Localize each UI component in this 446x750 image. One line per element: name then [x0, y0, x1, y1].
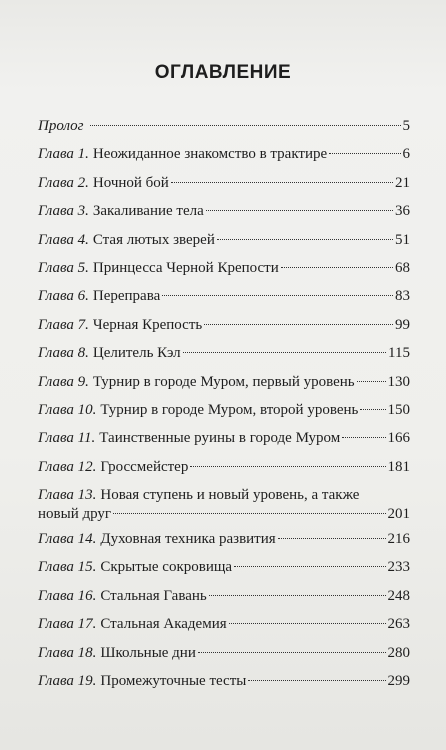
chapter-label: Глава 3. — [38, 203, 89, 220]
chapter-title: Принцесса Черной Крепости — [92, 259, 279, 276]
toc-entry — [38, 616, 410, 644]
table-of-contents — [38, 118, 410, 701]
page-number: 150 — [387, 401, 410, 418]
dot-leader — [190, 466, 385, 467]
chapter-label: Глава 10. — [38, 401, 97, 418]
page-number: 181 — [387, 458, 410, 475]
chapter-label: Глава 14. — [38, 531, 97, 548]
dot-leader — [329, 153, 400, 154]
page-number: 99 — [395, 316, 410, 333]
chapter-label: Глава 2. — [38, 174, 89, 191]
dot-leader — [204, 324, 393, 325]
chapter-label: Пролог — [38, 118, 84, 134]
chapter-label: Глава 5. — [38, 259, 89, 276]
page-number: 115 — [388, 345, 410, 362]
toc-entry — [38, 288, 410, 316]
toc-entry — [38, 232, 410, 260]
dot-leader — [229, 623, 386, 624]
toc-entry — [38, 673, 410, 701]
page-number: 216 — [387, 531, 410, 548]
chapter-label: Глава 1. — [38, 146, 89, 163]
chapter-label: Глава 13. — [38, 487, 97, 504]
chapter-title: Неожиданное знакомство в трактире — [92, 146, 328, 163]
chapter-label: Глава 12. — [38, 458, 97, 475]
dot-leader — [209, 595, 386, 596]
page-number: 36 — [395, 203, 410, 220]
page-number: 5 — [402, 118, 410, 134]
chapter-label: Глава 15. — [38, 559, 97, 576]
toc-entry — [38, 374, 410, 402]
chapter-label: Глава 18. — [38, 644, 97, 661]
toc-entry — [38, 430, 410, 458]
chapter-label: Глава 19. — [38, 673, 97, 690]
page-number: 166 — [387, 430, 410, 447]
toc-entry — [38, 459, 410, 487]
page-number: 233 — [387, 559, 410, 576]
toc-entry — [38, 531, 410, 559]
dot-leader — [90, 125, 401, 126]
page-number: 83 — [395, 288, 410, 305]
chapter-title: Ночной бой — [92, 174, 169, 191]
chapter-title: Турнир в городе Муром, первый уровень — [92, 373, 355, 390]
toc-entry-line — [38, 506, 410, 523]
toc-entry — [38, 146, 410, 174]
toc-entry — [38, 588, 410, 616]
chapter-title: Школьные дни — [100, 644, 196, 661]
dot-leader — [234, 566, 385, 567]
page-number: 51 — [395, 231, 410, 248]
toc-entry — [38, 260, 410, 288]
chapter-title: Новая ступень и новый уровень, а также — [100, 487, 360, 504]
chapter-title: Духовная техника развития — [100, 531, 276, 548]
chapter-title: Стая лютых зверей — [92, 231, 215, 248]
page-number: 6 — [402, 146, 410, 163]
chapter-title-continued: новый друг — [38, 506, 112, 523]
chapter-label: Глава 17. — [38, 616, 97, 633]
page-number: 68 — [395, 259, 410, 276]
chapter-label: Глава 8. — [38, 345, 89, 362]
chapter-title: Черная Крепость — [92, 316, 203, 333]
toc-entry — [38, 203, 410, 231]
chapter-title: Стальная Академия — [100, 616, 227, 633]
chapter-title: Скрытые сокровища — [100, 559, 233, 576]
toc-entry — [38, 487, 410, 531]
dot-leader — [113, 513, 385, 514]
chapter-label: Глава 7. — [38, 316, 89, 333]
dot-leader — [217, 239, 393, 240]
chapter-title: Турнир в городе Муром, второй уровень — [100, 401, 359, 418]
toc-entry — [38, 402, 410, 430]
dot-leader — [162, 295, 393, 296]
page-title: ОГЛАВЛЕНИЕ — [154, 62, 292, 83]
chapter-title: Таинственные руины в городе Муром — [99, 430, 341, 447]
chapter-label: Глава 11. — [38, 430, 96, 447]
dot-leader — [360, 409, 385, 410]
toc-entry — [38, 175, 410, 203]
toc-entry — [38, 118, 410, 146]
dot-leader — [278, 538, 386, 539]
page-number: 280 — [387, 644, 410, 661]
dot-leader — [281, 267, 393, 268]
toc-entry — [38, 345, 410, 373]
chapter-title: Стальная Гавань — [100, 587, 207, 604]
dot-leader — [171, 182, 393, 183]
chapter-title: Промежуточные тесты — [100, 673, 247, 690]
chapter-label: Глава 16. — [38, 587, 97, 604]
chapter-label: Глава 6. — [38, 288, 89, 305]
chapter-title: Переправа — [92, 288, 161, 305]
toc-entry — [38, 317, 410, 345]
page-number: 248 — [387, 587, 410, 604]
page-number: 201 — [387, 506, 410, 523]
dot-leader — [357, 381, 386, 382]
chapter-title: Гроссмейстер — [100, 458, 189, 475]
page-number: 263 — [387, 616, 410, 633]
dot-leader — [206, 210, 393, 211]
toc-entry — [38, 559, 410, 587]
chapter-label: Глава 4. — [38, 231, 89, 248]
page-number: 299 — [387, 673, 410, 690]
dot-leader — [183, 352, 386, 353]
chapter-label: Глава 9. — [38, 373, 89, 390]
chapter-title: Целитель Кэл — [92, 345, 181, 362]
dot-leader — [198, 652, 386, 653]
toc-entry-line — [38, 487, 410, 504]
page-number: 130 — [387, 373, 410, 390]
page-number: 21 — [395, 174, 410, 191]
dot-leader — [342, 437, 385, 438]
chapter-title: Закаливание тела — [92, 203, 204, 220]
toc-entry — [38, 645, 410, 673]
dot-leader — [248, 680, 385, 681]
